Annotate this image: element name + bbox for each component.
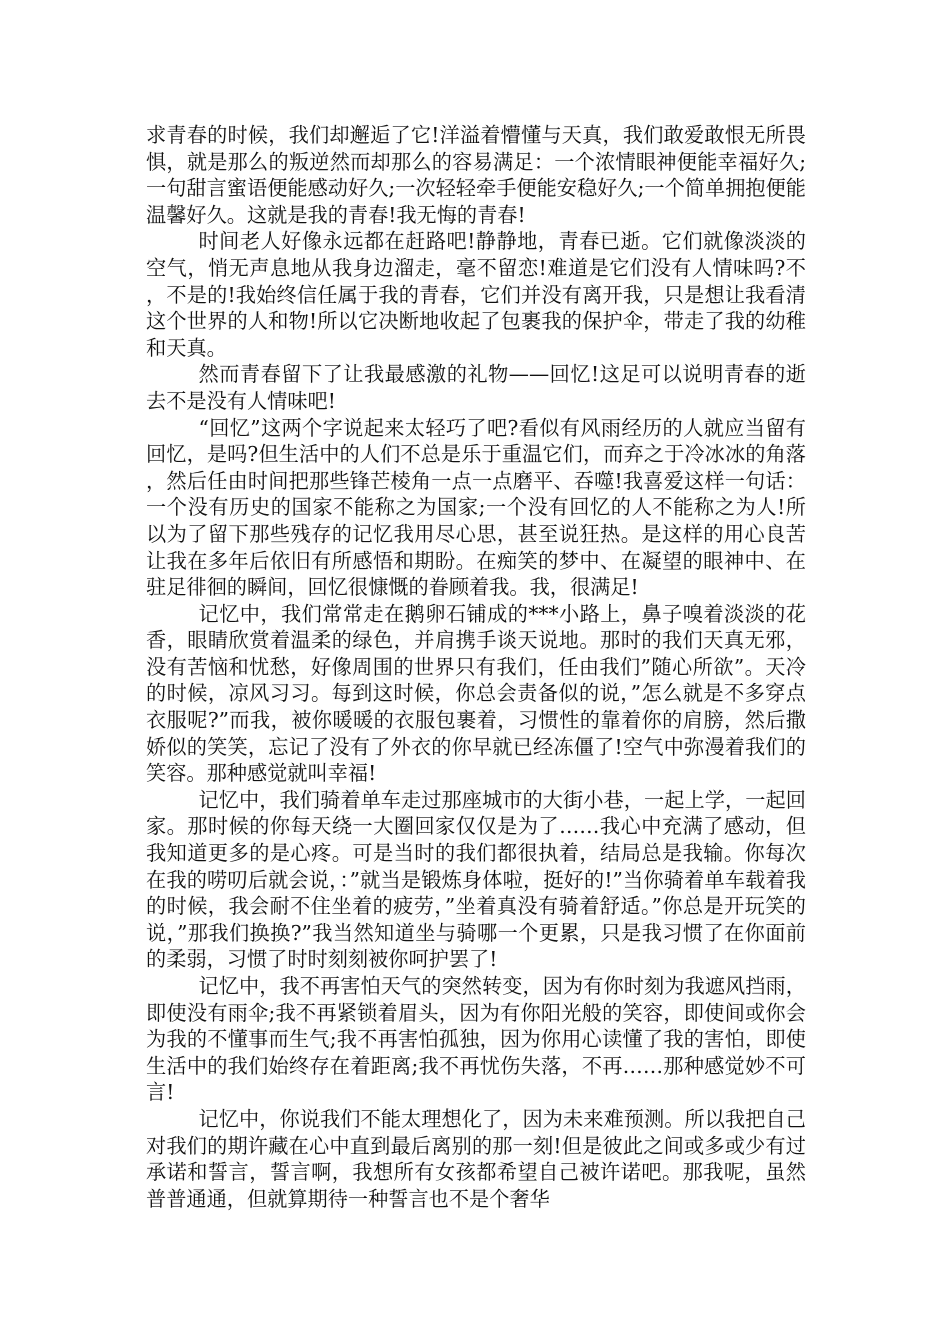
paragraph-7: 记忆中，我不再害怕天气的突然转变，因为有你时刻为我遮风挡雨，即使没有雨伞;我不再紧锁着眉头，因为有你阳光般的笑容，即使间或你会为我的不懂事而生气;我不再害怕孤独，因为你用心读懂了我的害怕，即使生活中的我们始终存在着距离;我不再忧伤失落，不再……那种感觉妙不可言! (146, 974, 806, 1105)
paragraph-5: 记忆中，我们常常走在鹅卵石铺成的***小路上，鼻子嗅着淡淡的花香，眼睛欣赏着温柔的绿色，并肩携手谈天说地。那时的我们天真无邪，没有苦恼和忧愁，好像周围的世界只有我们，任由我们”随心所欲”。天冷的时候，凉风习习。每到这时候，你总会责备似的说，”怎么就是不多穿点衣服呢?”而我，被你暖暖的衣服包裹着，习惯性的靠着你的肩膀，然后撒娇似的笑笑，忘记了没有了外衣的你早就已经冻僵了!空气中弥漫着我们的笑容。那种感觉就叫幸福! (146, 601, 806, 786)
paragraph-3: 然而青春留下了让我最感激的礼物——回忆!这足可以说明青春的逝去不是没有人情味吧! (146, 362, 806, 413)
document-body (146, 122, 806, 1212)
paragraph-6: 记忆中，我们骑着单车走过那座城市的大街小巷，一起上学，一起回家。那时候的你每天绕一大圈回家仅仅是为了……我心中充满了感动，但我知道更多的是心疼。可是当时的我们都很执着，结局总是我输。你每次在我的唠叨后就会说，：”就当是锻炼身体啦，挺好的!”当你骑着单车载着我的时候，我会耐不住坐着的疲劳，”坐着真没有骑着舒适。”你总是开玩笑的说，”那我们换换?”我当然知道坐与骑哪一个更累，只是我习惯了在你面前的柔弱，习惯了时时刻刻被你呵护罢了! (146, 787, 806, 972)
paragraph-2: 时间老人好像永远都在赶路吧!静静地，青春已逝。它们就像淡淡的空气，悄无声息地从我身边溜走，毫不留恋!难道是它们没有人情味吗?不，不是的!我始终信任属于我的青春，它们并没有离开我，只是想让我看清这个世界的人和物!所以它决断地收起了包裹我的保护伞，带走了我的幼稚和天真。 (146, 229, 806, 360)
paragraph-8: 记忆中，你说我们不能太理想化了，因为未来难预测。所以我把自己对我们的期许藏在心中直到最后离别的那一刻!但是彼此之间或多或少有过承诺和誓言，誓言啊，我想所有女孩都希望自己被许诺吧。那我呢，虽然普普通通，但就算期待一种誓言也不是个奢华 (146, 1106, 806, 1211)
paragraph-4: “回忆”这两个字说起来太轻巧了吧?看似有风雨经历的人就应当留有回忆，是吗?但生活中的人们不总是乐于重温它们，而弃之于冷冰冰的角落，然后任由时间把那些锋芒棱角一点一点磨平、吞噬!我喜爱这样一句话：一个没有历史的国家不能称之为国家;一个没有回忆的人不能称之为人!所以为了留下那些残存的记忆我用尽心思，甚至说狂热。是这样的用心良苦让我在多年后依旧有所感悟和期盼。在痴笑的梦中、在凝望的眼神中、在驻足徘徊的瞬间，回忆很慷慨的眷顾着我。我，很满足! (146, 415, 806, 600)
paragraph-1: 求青春的时候，我们却邂逅了它!洋溢着懵懂与天真，我们敢爱敢恨无所畏惧，就是那么的叛逆然而却那么的容易满足：一个浓情眼神便能幸福好久;一句甜言蜜语便能感动好久;一次轻轻牵手便能安稳好久;一个简单拥抱便能温馨好久。这就是我的青春!我无悔的青春! (146, 123, 806, 227)
